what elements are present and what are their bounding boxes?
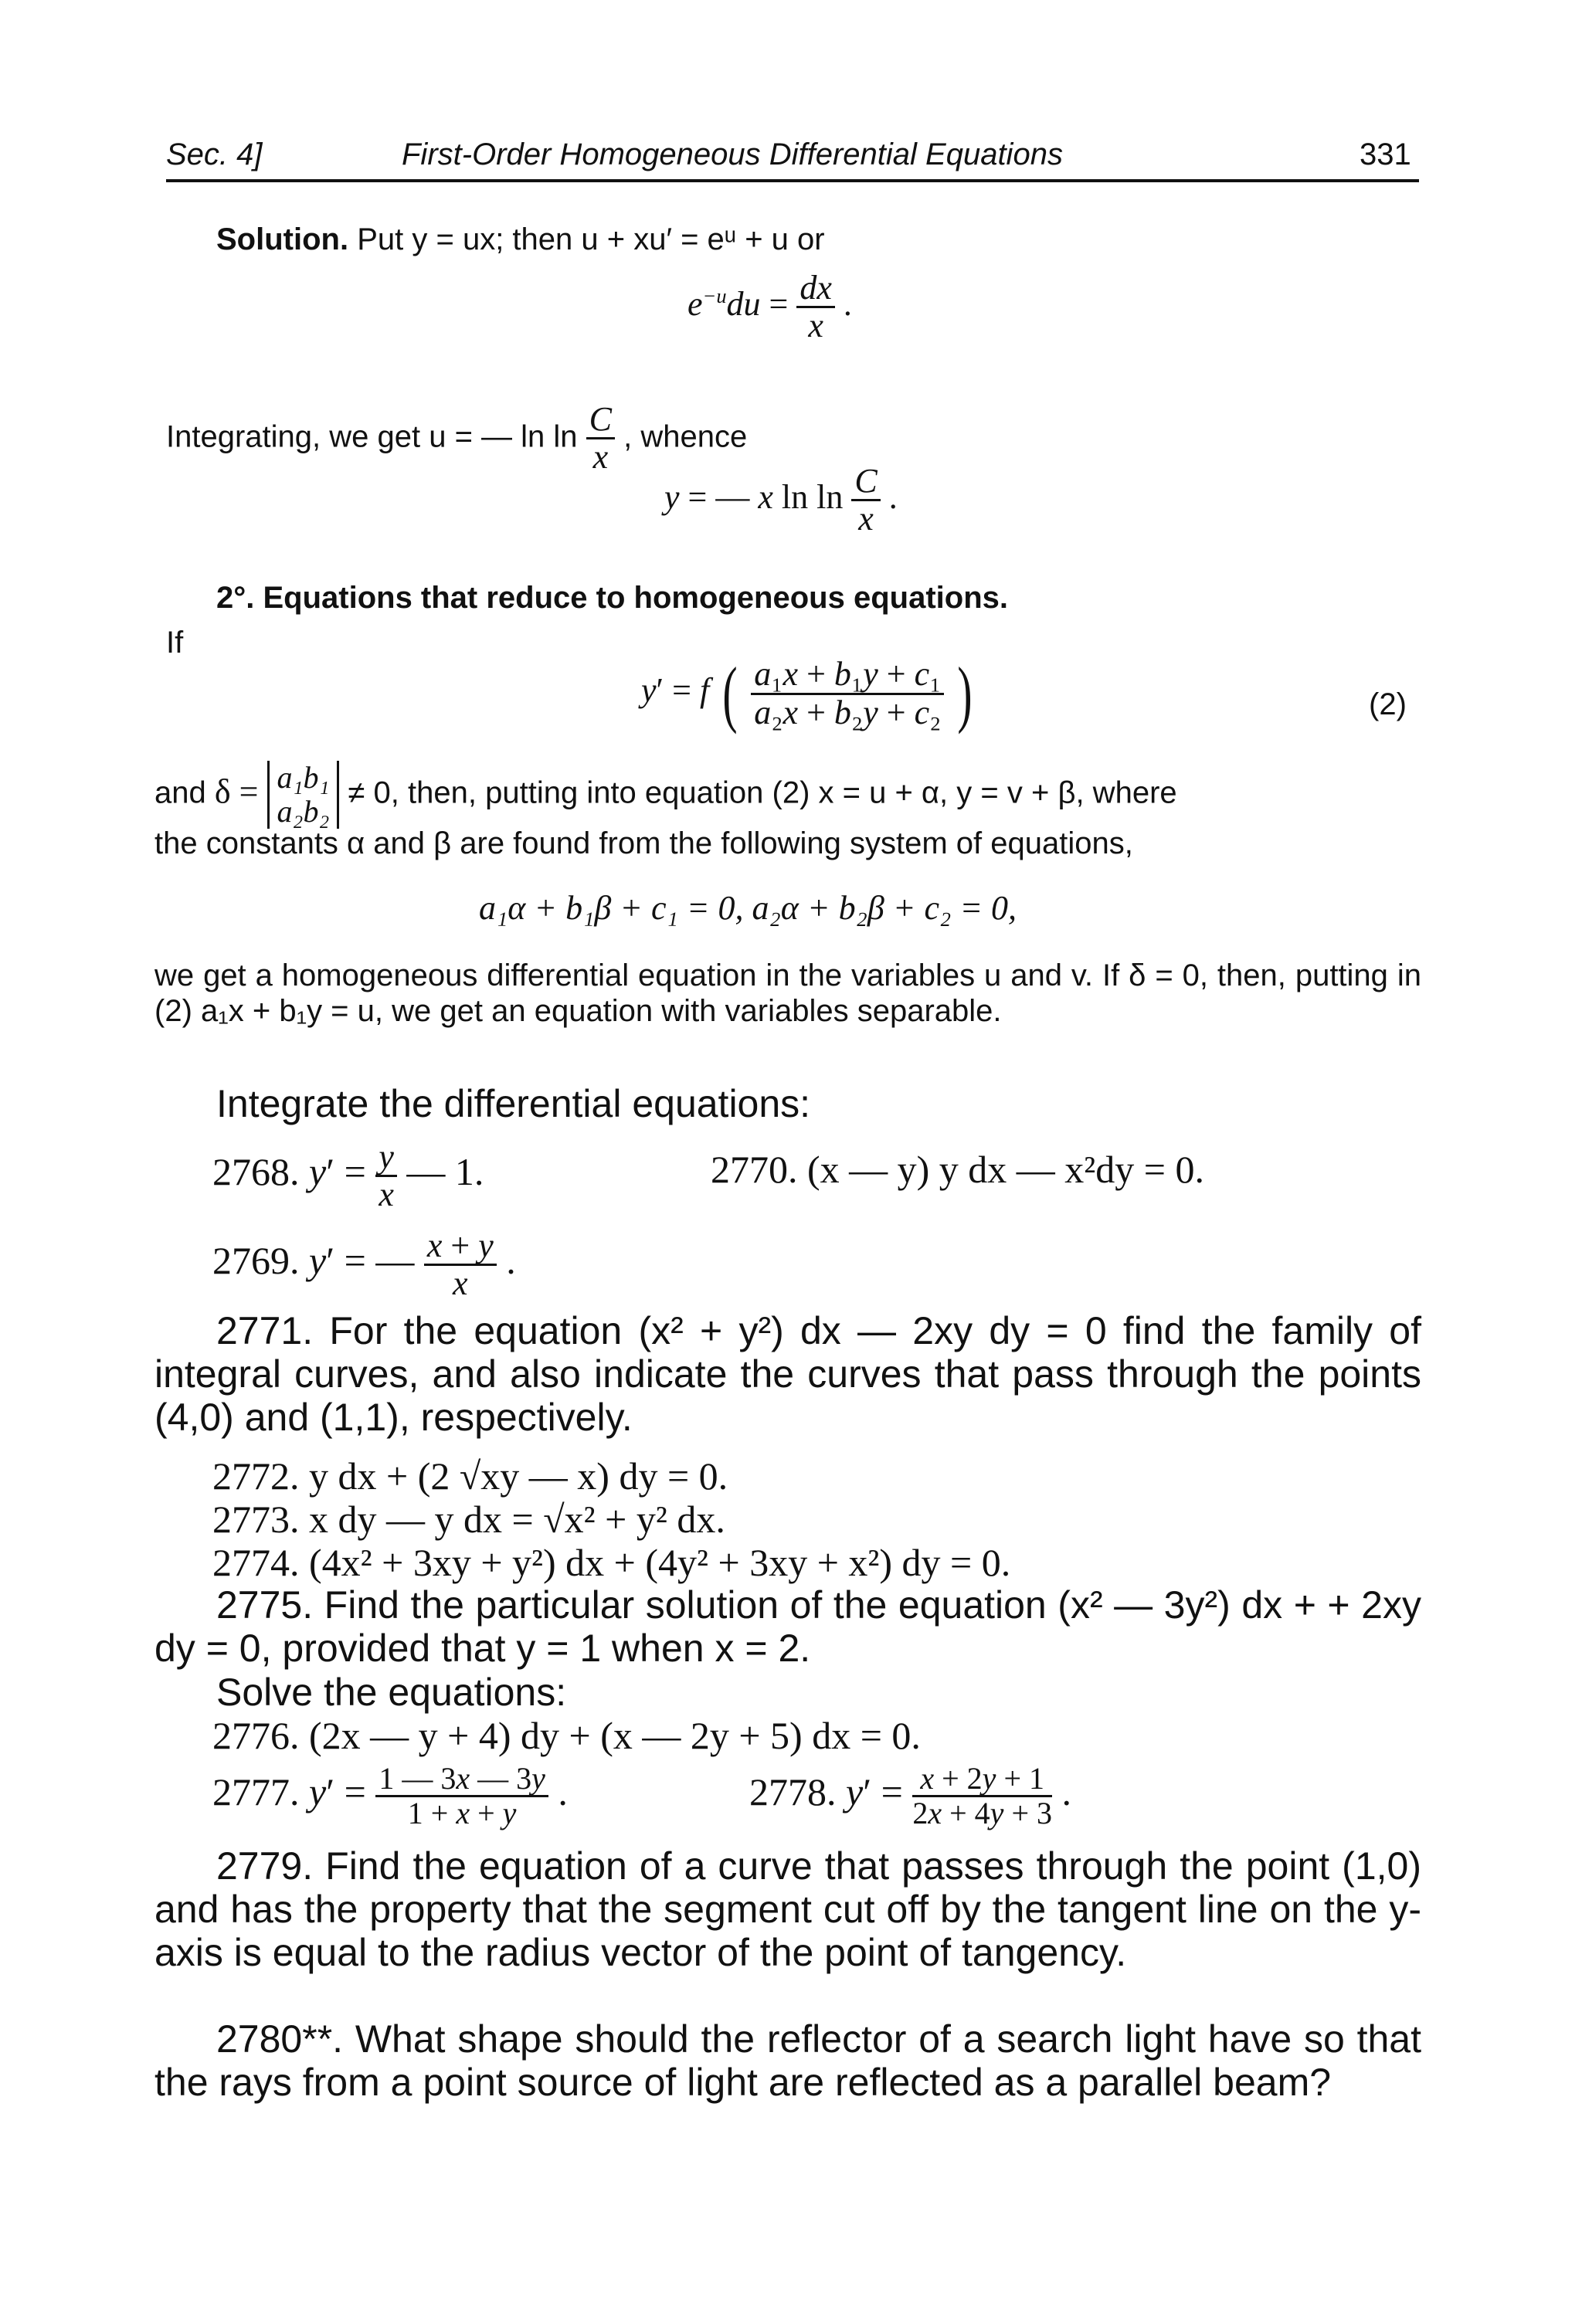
problem-2768-number: 2768. bbox=[212, 1150, 300, 1194]
fraction-2777: $\frac{1 — 3x — 3y}{1 + x + y}$ bbox=[375, 1763, 548, 1830]
whence-text: , whence bbox=[623, 419, 748, 454]
problem-2778: 2778. y′ = $\frac{x + 2y + 1}{2x + 4y + 3}$ . bbox=[749, 1761, 1071, 1830]
problem-2771: 2771. For the equation (x² + y²) dx — 2xy dy = 0 find the family of integral curves, and also indicate the curves that pass through the points (4,0) and (1,1), respectively. bbox=[154, 1309, 1421, 1439]
problem-2776: 2776. (2x — y + 4) dy + (x — 2y + 5) dx = 0. bbox=[212, 1714, 921, 1757]
fraction-dx-x: $\frac{dx}{x}$ bbox=[796, 270, 835, 344]
integrating-line bbox=[166, 402, 747, 475]
exercises-intro: Integrate the differential equations: bbox=[216, 1082, 811, 1125]
problem-2775: 2775. Find the particular solution of the equation (x² — 3y²) dx + + 2xy dy = 0, provided that y = 1 when x = 2. bbox=[154, 1583, 1421, 1670]
page-number: 331 bbox=[1360, 137, 1411, 171]
header-rule bbox=[166, 179, 1419, 182]
problem-2770: 2770. (x — y) y dx — x²dy = 0. bbox=[711, 1148, 1204, 1191]
fraction-c-x-2: $\frac{C}{x}$ bbox=[851, 463, 880, 537]
section-label: Sec. 4] bbox=[166, 137, 263, 171]
problem-2773: 2773. x dy — y dx = √x² + y² dx. bbox=[212, 1498, 725, 1541]
problem-2769: 2769. y′ = — $\frac{x + y}{x}$ . bbox=[212, 1226, 516, 1303]
determinant-condition: ≠ 0, then, putting into equation (2) x = u + α, y = v + β, where bbox=[348, 775, 1177, 810]
equation-result: y = — x ln ln $\frac{C}{x}$ . bbox=[664, 462, 898, 538]
determinant: a₁b₁ a₂b₂ bbox=[267, 761, 340, 829]
problem-2769-number: 2769. bbox=[212, 1239, 300, 1283]
fraction-2778: $\frac{x + 2y + 1}{2x + 4y + 3}$ bbox=[912, 1761, 1052, 1830]
problem-2774: 2774. (4x² + 3xy + y²) dx + (4y² + 3xy + x²) dy = 0. bbox=[212, 1541, 1011, 1584]
section-heading: 2°. Equations that reduce to homogeneous equations. bbox=[216, 581, 1008, 615]
fraction-y-x: $\frac{y}{x}$ bbox=[375, 1139, 397, 1213]
solution-label: Solution. bbox=[216, 222, 349, 256]
problem-2772: 2772. y dx + (2 √xy — x) dy = 0. bbox=[212, 1454, 728, 1498]
fraction-linear-ratio: $\frac{\text{a₁x + b₁y + c₁}}{\text{a₂x + b₂y + c₂}}$ bbox=[751, 656, 944, 730]
integrating-text: Integrating, we get u = — ln ln bbox=[166, 419, 578, 454]
section2-conclusion: we get a homogeneous differential equation in the variables u and v. If δ = 0, then, putting in (2) a₁x + b₁y = u, we get an equation with variables separable. bbox=[154, 958, 1421, 1028]
constants-line: the constants α and β are found from the following system of equations, bbox=[154, 826, 1133, 860]
problem-2777-number: 2777. bbox=[212, 1769, 300, 1813]
running-title: First-Order Homogeneous Differential Equations bbox=[402, 137, 1063, 171]
problem-2780: 2780**. What shape should the reflector of a search light have so that the rays from a point source of light are reflected as a parallel beam? bbox=[154, 2017, 1421, 2104]
solution-line-1 bbox=[216, 222, 825, 257]
fraction-xy-x: $\frac{x + y}{x}$ bbox=[424, 1228, 497, 1301]
system-of-equations: a₁α + b₁β + c₁ = 0, a₂α + b₂β + c₂ = 0, bbox=[479, 889, 1017, 927]
problem-2778-number: 2778. bbox=[749, 1769, 837, 1813]
solve-heading: Solve the equations: bbox=[216, 1671, 567, 1714]
equation-number: (2) bbox=[1369, 687, 1407, 721]
if-word: If bbox=[166, 626, 184, 660]
problem-2779: 2779. Find the equation of a curve that passes through the point (1,0) and has the property that the segment cut off by the tangent line on the y-axis is equal to the radius vector of the point of tangency. bbox=[154, 1844, 1421, 1974]
problem-2777: 2777. y′ = $\frac{1 — 3x — 3y}{1 + x + y}$ . bbox=[212, 1761, 568, 1830]
determinant-line: and δ = a₁b₁ a₂b₂ ≠ 0, then, putting into equation (2) x = u + α, y = v + β, where bbox=[154, 760, 1177, 829]
equation-separated: $e^{-u}du$ = $\frac{dx}{x}$ . bbox=[687, 269, 852, 345]
solution-text: Put y = ux; then u + xu′ = eᵘ + u or bbox=[357, 222, 825, 256]
fraction-c-x: $\frac{C}{x}$ bbox=[586, 402, 615, 475]
equation-2: y′ = f ( $\frac{\text{a₁x + b₁y + c₁}}{\text{a₂x + b₂y + c₂}}$ ) bbox=[641, 652, 973, 735]
problem-2768: 2768. y′ = $\frac{y}{x}$ — 1. bbox=[212, 1138, 484, 1214]
and-word: and bbox=[154, 775, 206, 810]
